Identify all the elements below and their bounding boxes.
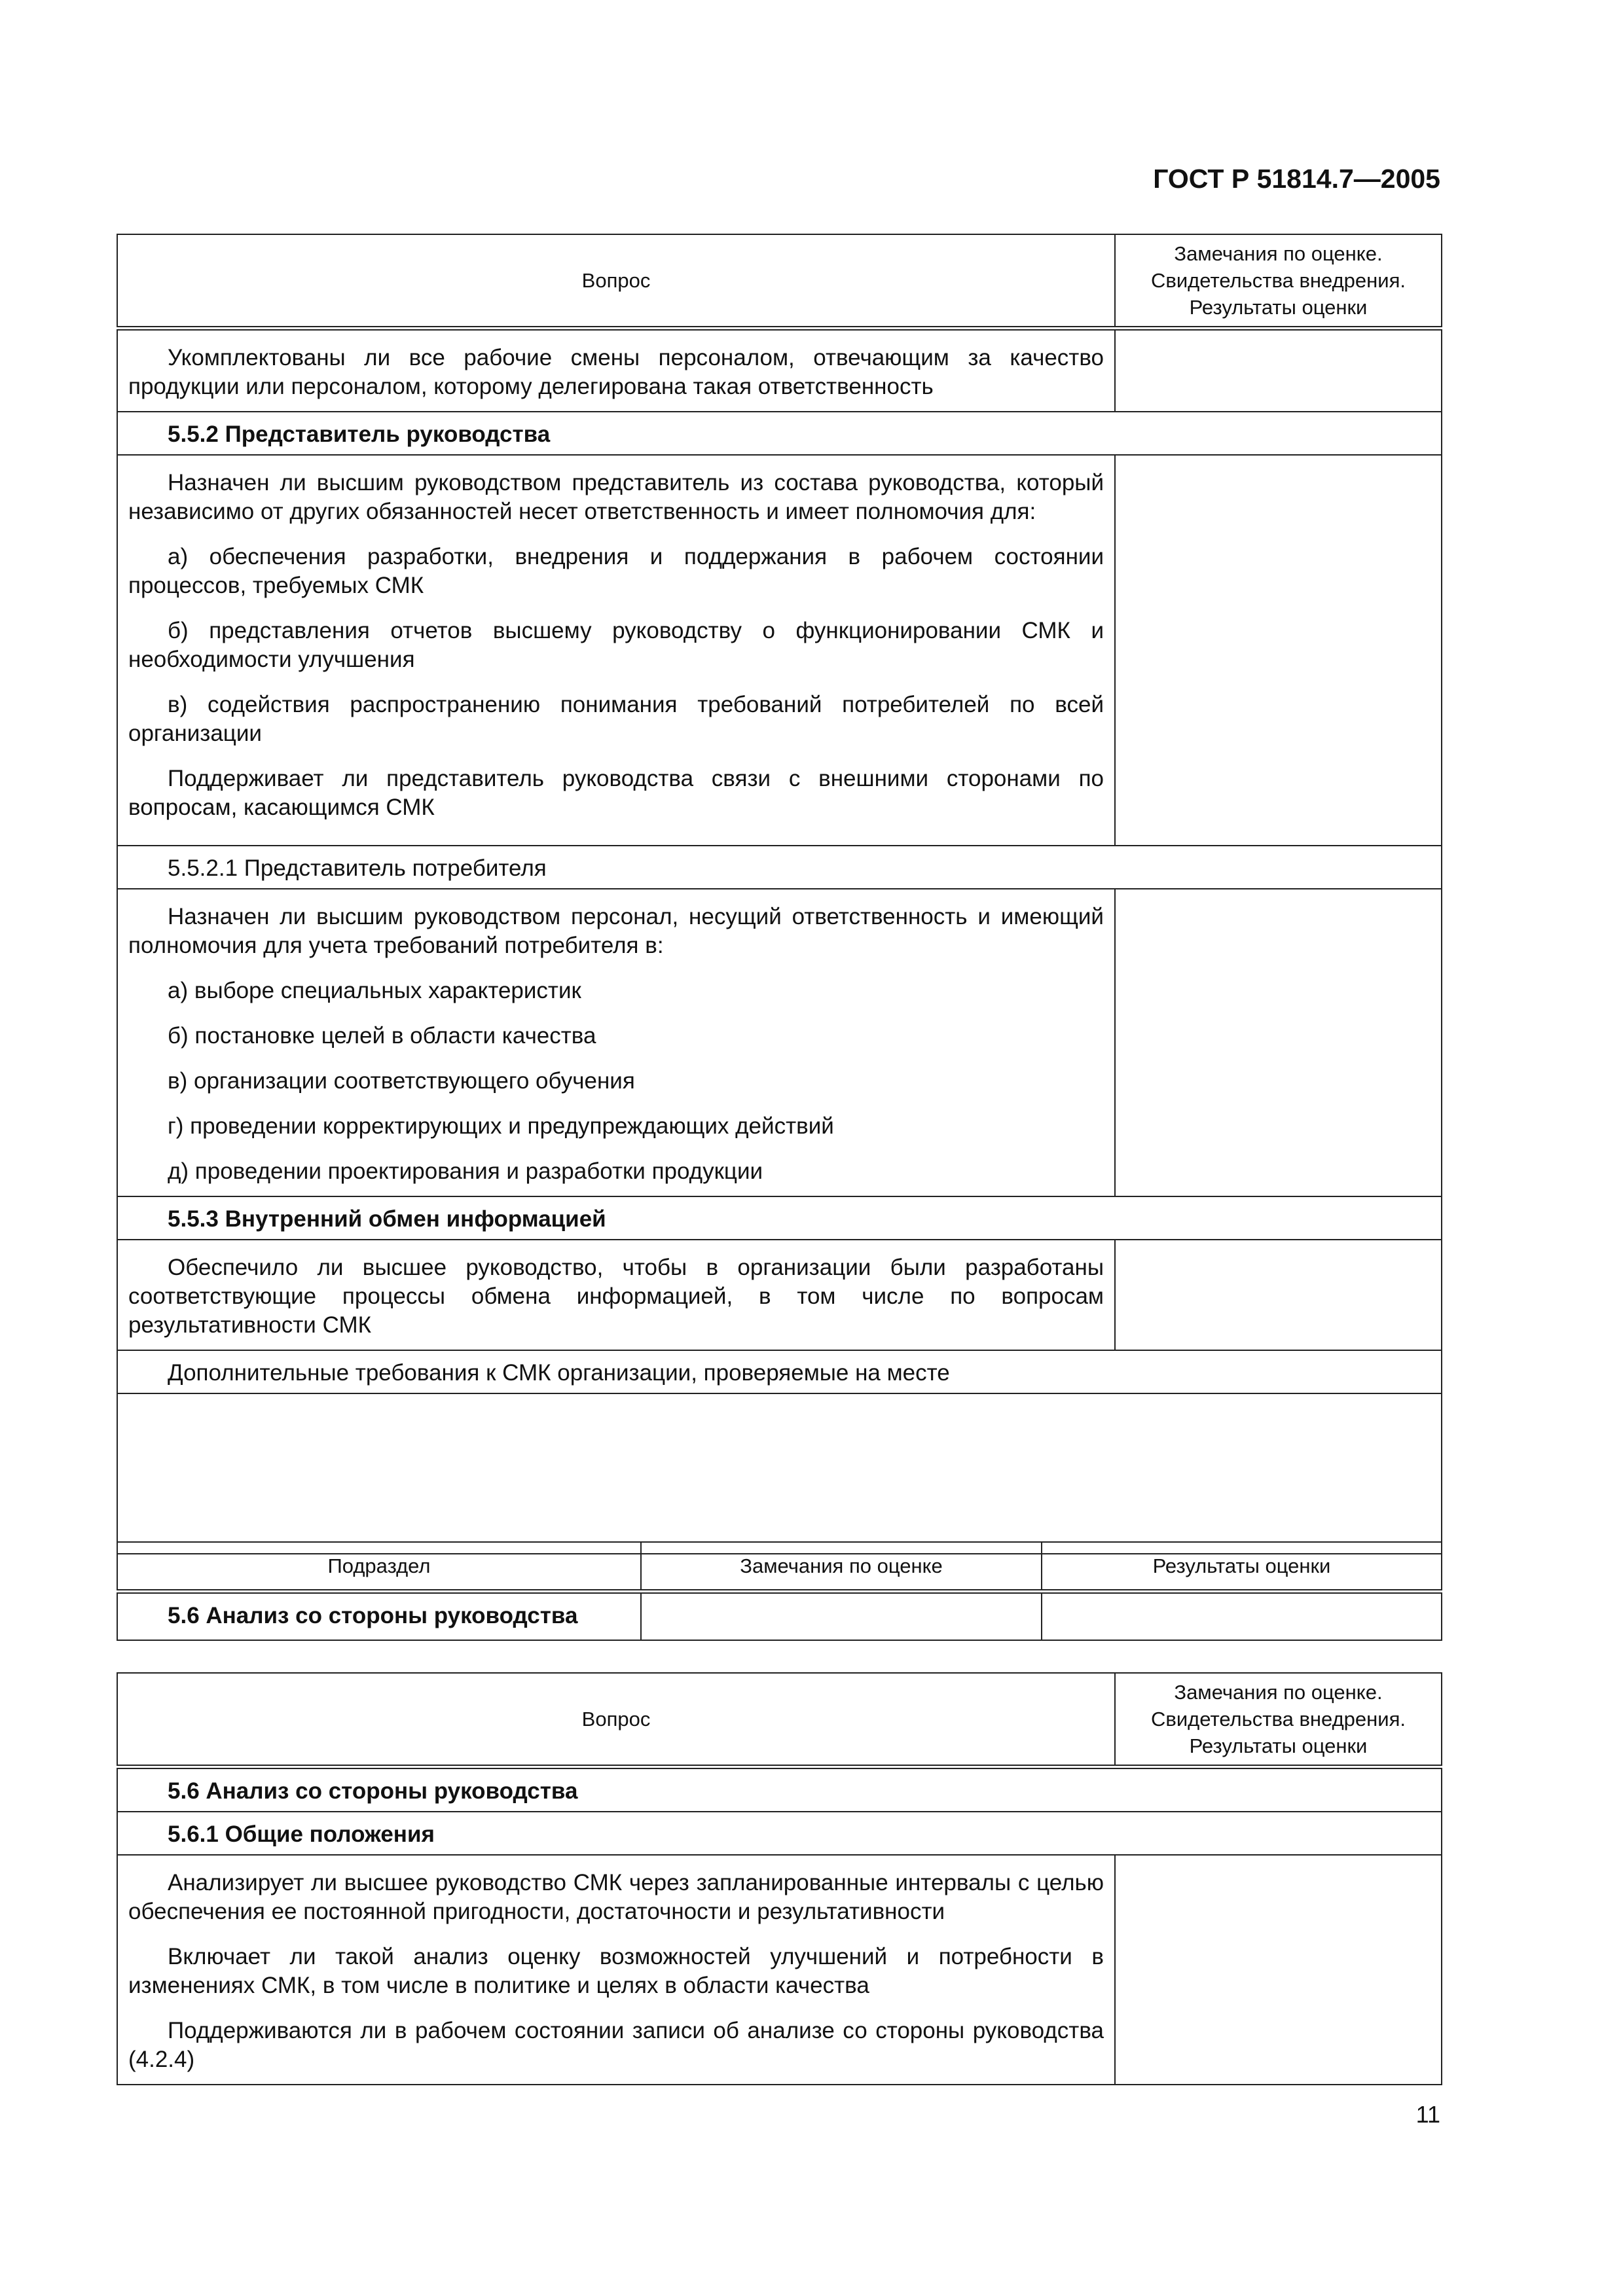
header-question: Вопрос (117, 1673, 1115, 1767)
subsection-5-6: 5.6 Анализ со стороны руководства (117, 1591, 641, 1640)
question-row (117, 328, 1442, 412)
question-item-b: б) постановке целей в области качества (168, 1022, 596, 1049)
section-5-6-title: 5.6 Анализ со стороны руководства (117, 1767, 1442, 1812)
question-text: Обеспечило ли высшее руководство, чтобы в организации были разработаны соответствующие процессы обмена информацией, в том числе по вопросам результативности СМК (128, 1254, 1104, 1338)
additional-requirements-title: Дополнительные требования к СМК организации, проверяемые на месте (117, 1350, 1442, 1393)
table-header-row (117, 1673, 1442, 1767)
header-remarks: Замечания по оценке. Свидетельства внедрения. Результаты оценки (1115, 1673, 1442, 1767)
question-item-v: в) организации соответствующего обучения (168, 1067, 635, 1094)
section-5-6-1-title: 5.6.1 Общие положения (117, 1812, 1442, 1855)
section-row (117, 1350, 1442, 1393)
question-item-d: д) проведении проектирования и разработки продукции (168, 1158, 763, 1184)
section-row (117, 412, 1442, 455)
section-5-5-2-1-title: 5.5.2.1 Представитель потребителя (117, 846, 1442, 889)
header-question: Вопрос (117, 234, 1115, 328)
question-item-a: а) обеспечения разработки, внедрения и поддержания в рабочем состоянии процессов, требуемых СМК (128, 543, 1104, 598)
section-5-5-3-title: 5.5.3 Внутренний обмен информацией (117, 1196, 1442, 1240)
remarks-cell[interactable] (1115, 328, 1442, 412)
additional-requirements-cell[interactable] (117, 1393, 1442, 1554)
col-remarks: Замечания по оценке (641, 1542, 1042, 1591)
table-header-row (117, 234, 1442, 328)
remarks-cell[interactable] (1115, 455, 1442, 846)
subsection-summary-table (117, 1541, 1442, 1641)
section-row (117, 1767, 1442, 1812)
remarks-cell[interactable] (1115, 1240, 1442, 1350)
question-item-a: а) выборе специальных характеристик (168, 977, 581, 1003)
question-table-5-5 (117, 234, 1442, 1554)
section-row (117, 1196, 1442, 1240)
header-remarks: Замечания по оценке. Свидетельства внедрения. Результаты оценки (1115, 234, 1442, 328)
question-text: Включает ли такой анализ оценку возможностей улучшений и потребности в изменениях СМК, в том числе в политике и целях в области качества (128, 1943, 1104, 1998)
standard-code: ГОСТ Р 51814.7—2005 (1153, 164, 1440, 194)
remarks-cell[interactable] (641, 1591, 1042, 1640)
question-text: Анализирует ли высшее руководство СМК через запланированные интервалы с целью обеспечения ее постоянной пригодности, достаточности и результативности (128, 1869, 1104, 1924)
question-item-v: в) содействия распространению понимания требований потребителей по всей организации (128, 691, 1104, 746)
question-row (117, 1855, 1442, 2085)
section-row (117, 1812, 1442, 1855)
col-subsection: Подраздел (117, 1542, 641, 1591)
summary-header-row (117, 1542, 1442, 1591)
results-cell[interactable] (1042, 1591, 1442, 1640)
summary-row (117, 1591, 1442, 1640)
question-item-b: б) представления отчетов высшему руководству о функционировании СМК и необходимости улучшения (128, 617, 1104, 672)
section-row (117, 846, 1442, 889)
section-5-5-2-title: 5.5.2 Представитель руководства (117, 412, 1442, 455)
question-text: Укомплектованы ли все рабочие смены персоналом, отвечающим за качество продукции или персоналом, которому делегирована такая ответственность (128, 344, 1104, 399)
question-text: Назначен ли высшим руководством персонал, несущий ответственность и имеющий полномочия для учета требований потребителя в: (128, 903, 1104, 958)
question-row (117, 455, 1442, 846)
question-row (117, 889, 1442, 1196)
question-text: Поддерживает ли представитель руководства связи с внешними сторонами по вопросам, касающимся СМК (128, 765, 1104, 820)
question-table-5-6 (117, 1672, 1442, 2085)
question-row (117, 1240, 1442, 1350)
question-text: Поддерживаются ли в рабочем состоянии записи об анализе со стороны руководства (4.2.4) (128, 2017, 1104, 2072)
additional-requirements-area (117, 1393, 1442, 1554)
remarks-cell[interactable] (1115, 889, 1442, 1196)
remarks-cell[interactable] (1115, 1855, 1442, 2085)
question-text: Назначен ли высшим руководством представитель из состава руководства, который независимо от других обязанностей несет ответственность и имеет полномочия для: (128, 469, 1104, 524)
question-item-g: г) проведении корректирующих и предупреждающих действий (168, 1113, 834, 1139)
col-results: Результаты оценки (1042, 1542, 1442, 1591)
page-number: 11 (1415, 2101, 1440, 2128)
